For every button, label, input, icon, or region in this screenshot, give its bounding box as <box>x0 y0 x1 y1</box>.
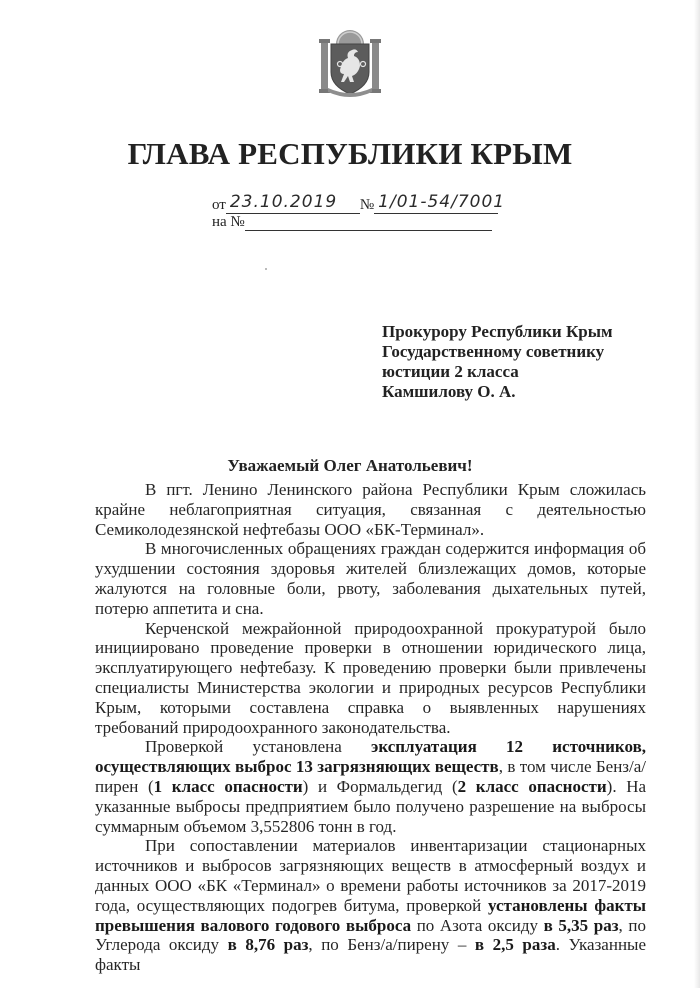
text-segment: , по Углерода оксиду <box>95 915 646 955</box>
salutation: Уважаемый Олег Анатольевич! <box>227 456 473 475</box>
date-value: 23.10.2019 <box>229 192 338 212</box>
paragraph <box>95 619 646 738</box>
addressee-block <box>382 322 613 402</box>
number-value: 1/01-54/7001 <box>378 192 506 212</box>
paragraph <box>95 480 646 539</box>
addressee-line: Камшилову О. А. <box>382 382 516 401</box>
bold-segment: установлены факты превышения валового годового выброса <box>95 895 646 935</box>
scan-speck <box>265 268 267 270</box>
date-label: от <box>212 197 226 213</box>
paragraph <box>95 836 646 975</box>
reply-label: на № <box>212 214 245 230</box>
text-segment: ) и Формальдегид ( <box>302 776 458 796</box>
paragraph <box>95 539 646 618</box>
text-segment: , в том числе Бенз/а/пирен ( <box>95 757 646 796</box>
text-segment: В пгт. Ленино Ленинского района Республики Крым сложилась крайне неблагоприятная ситуация, связанная с деятельностью Семиколодезянской нефтебазы ООО «БК-Терминал». <box>95 480 646 539</box>
text-segment: , по Бенз/а/пирену – <box>308 935 475 955</box>
letter-body <box>95 480 646 975</box>
text-segment: При сопоставлении материалов инвентаризации стационарных источников и выбросов загрязняющих веществ в атмосферный воздух и данных ООО «БК «Терминал» о времени работы источников за 2017-2019 года, осуществляющих подогрев битума, проверкой <box>95 836 646 915</box>
addressee-line: юстиции 2 класса <box>382 362 519 381</box>
document-title: ГЛАВА РЕСПУБЛИКИ КРЫМ <box>127 136 573 171</box>
bold-segment: эксплуатация 12 источников, осуществляющих выброс 13 загрязняющих веществ <box>95 737 647 777</box>
number-field <box>374 192 506 214</box>
bold-segment: в 8,76 раз <box>227 935 309 955</box>
addressee-line: Государственному советнику <box>382 342 605 361</box>
number-label: № <box>359 197 375 213</box>
paragraph <box>95 737 646 836</box>
bold-segment: в 5,35 раз <box>543 915 619 935</box>
text-segment: В многочисленных обращениях граждан содержится информация об ухудшении состояния здоровья жителей близлежащих домов, которые жалуются на головные боли, рвоту, заболевания дыхательных путей, потерю аппетита и сна. <box>95 539 646 618</box>
text-segment: Керченской межрайонной природоохранной прокуратурой было инициировано проведение проверки в отношении юридического лица, эксплуатирующего нефтебазу. К проведению проверки были привлечены специалисты Министерства экологии и природных ресурсов Республики Крым, которыми составлена справка о выявленных нарушениях требований природоохранного законодательства. <box>95 618 646 737</box>
addressee-line: Прокурору Республики Крым <box>382 322 613 341</box>
registration-line <box>212 192 506 214</box>
text-segment: Проверкой установлена <box>145 737 371 757</box>
reply-reference-line <box>212 213 492 231</box>
reply-field <box>245 213 492 231</box>
crimea-coat-of-arms-icon <box>318 28 382 98</box>
bold-segment: 2 класс опасности <box>457 776 607 796</box>
text-segment: по Азота оксиду <box>411 915 544 935</box>
bold-segment: 1 класс опасности <box>153 776 303 796</box>
bold-segment: в 2,5 раза <box>474 935 556 955</box>
text-segment: . Указанные факты <box>95 935 647 975</box>
text-segment: ). На указанные выбросы предприятием было получено разрешение на выбросы суммарным объемом 3,552806 тонн в год. <box>95 776 647 836</box>
date-field <box>226 192 360 214</box>
